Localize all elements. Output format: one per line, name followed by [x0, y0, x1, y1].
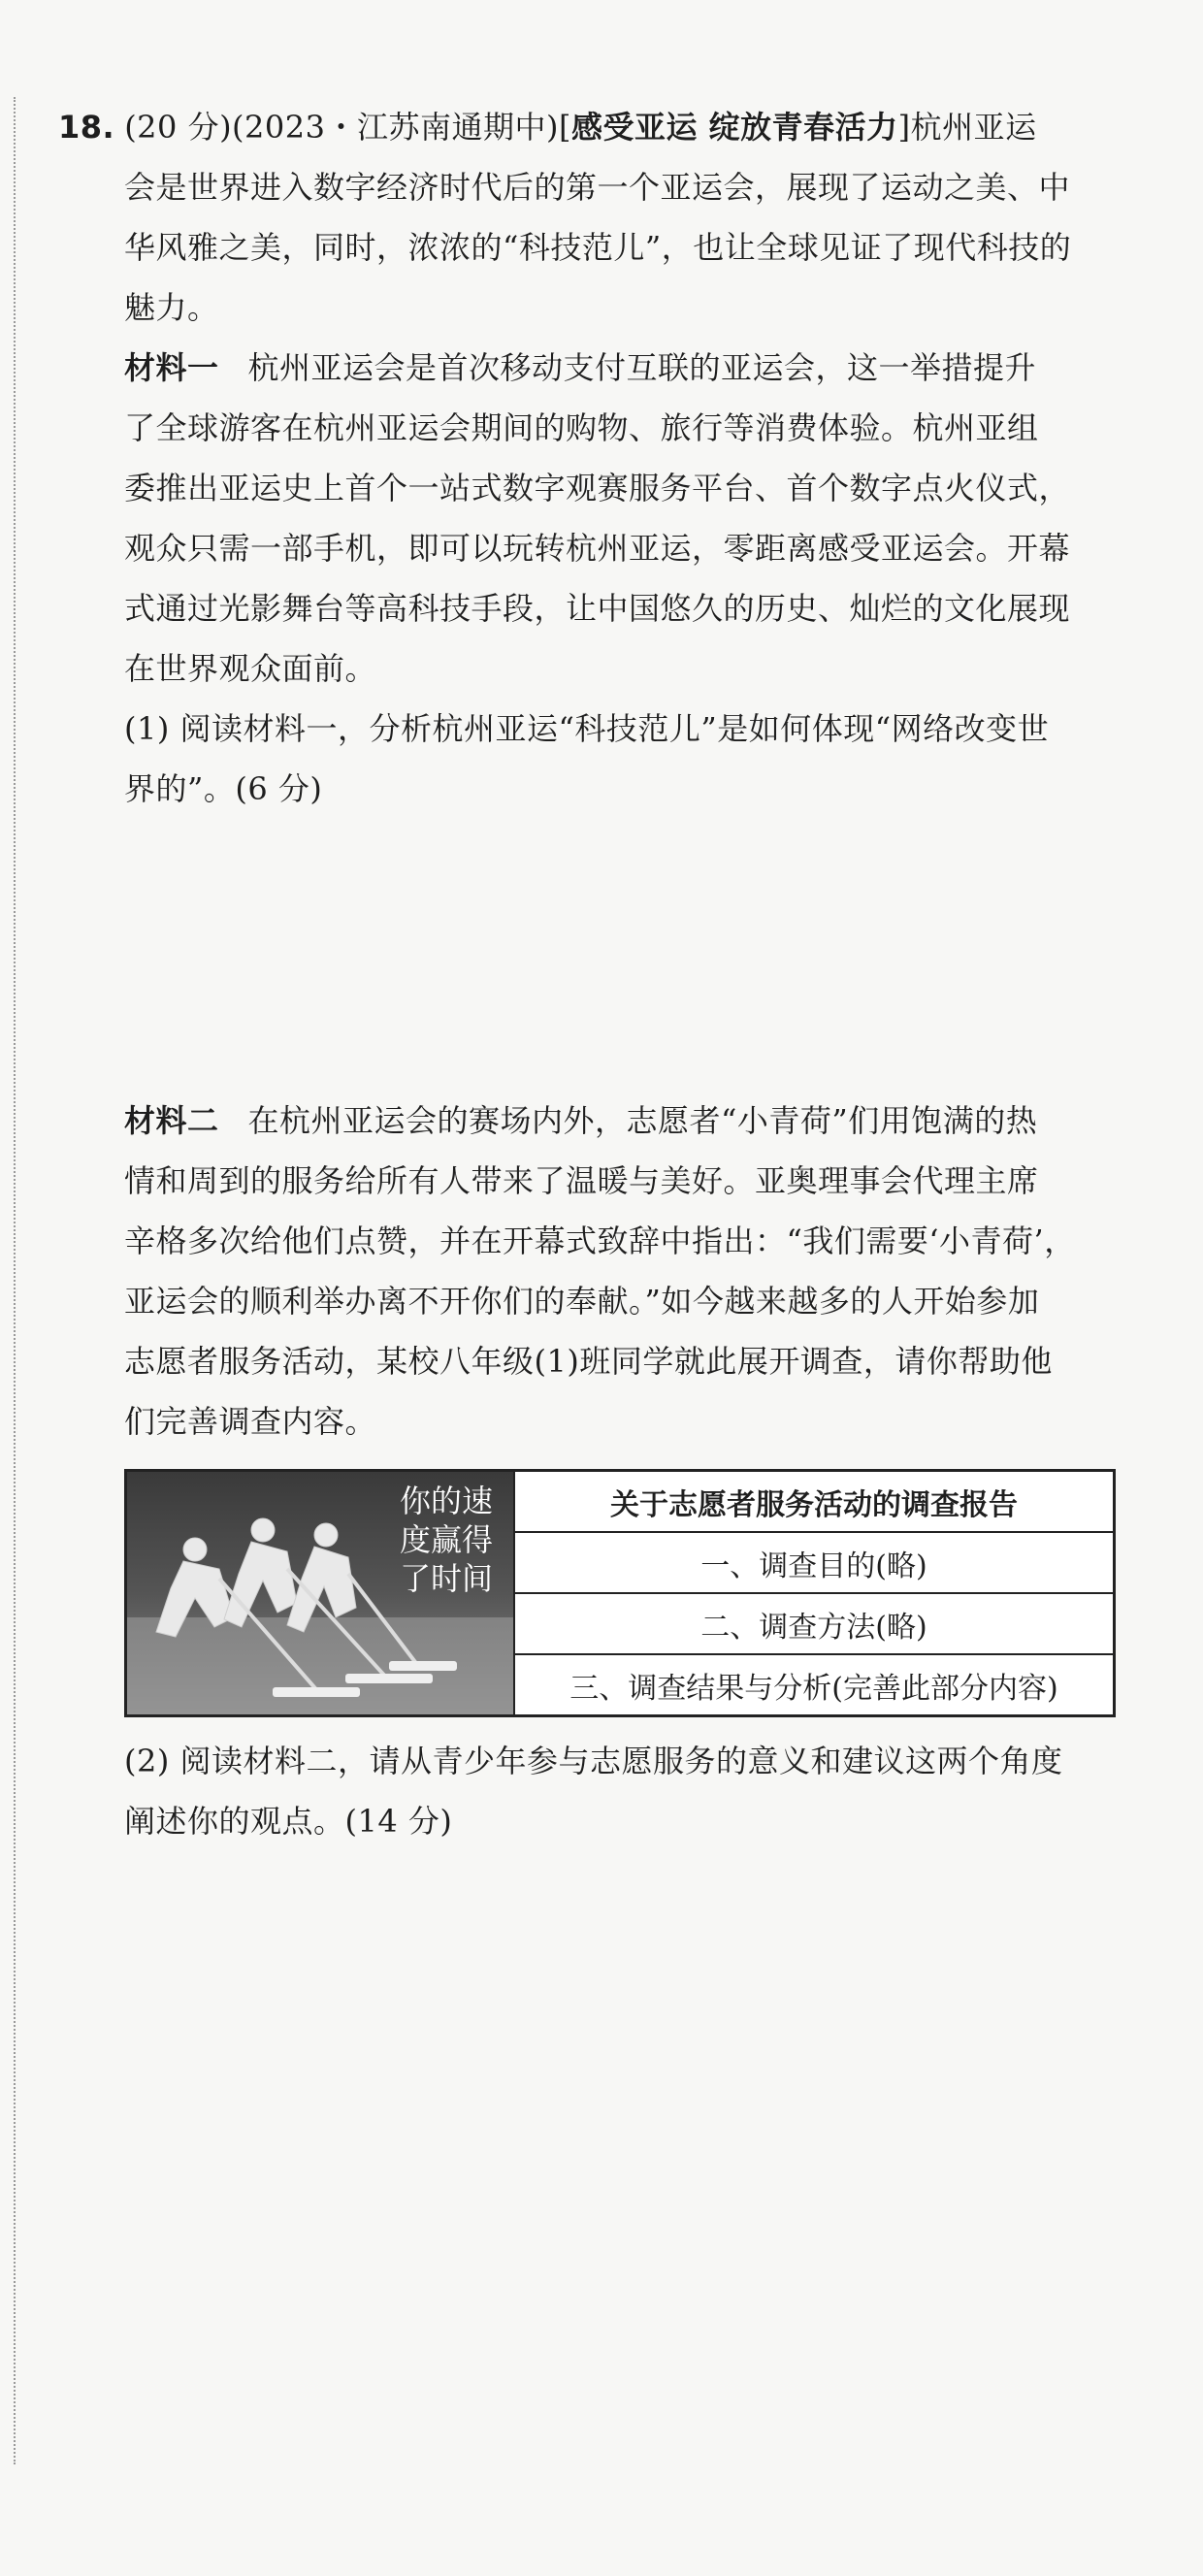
report-row-results-text: 三、调查结果与分析(完善此部分内容)	[569, 1671, 1058, 1706]
question-theme: 感受亚运 绽放青春活力	[570, 109, 898, 146]
material2-line-4: 亚运会的顺利举办离不开你们的奉献。”如今越来越多的人开始参加	[124, 1283, 1040, 1320]
material2-line-5: 志愿者服务活动，某校八年级(1)班同学就此展开调查，请你帮助他	[124, 1343, 1053, 1380]
survey-report	[515, 1472, 1113, 1714]
q1-line-2: 界的”。(6 分)	[124, 770, 323, 807]
q2-line-1: (2) 阅读材料二，请从青少年参与志愿服务的意义和建议这两个角度	[124, 1743, 1063, 1779]
spacer	[58, 1717, 1116, 1731]
material1-line-1	[58, 338, 1116, 398]
report-row-method	[515, 1594, 1113, 1655]
intro-line-4: 魅力。	[124, 289, 219, 326]
report-title: 关于志愿者服务活动的调查报告	[610, 1487, 1018, 1522]
material2-line-3: 辛格多次给他们点赞，并在开幕式致辞中指出：“我们需要‘小青荷’，	[124, 1223, 1076, 1259]
question-meta: (20 分)(2023・江苏南通期中)	[124, 109, 559, 146]
answer-space-q2[interactable]	[58, 1851, 1116, 2433]
photo-caption-line-2: 度赢得	[399, 1521, 493, 1558]
report-row-purpose	[515, 1533, 1113, 1594]
photo-caption	[389, 1482, 504, 1598]
volunteer-photo	[127, 1472, 515, 1714]
report-row-results	[515, 1655, 1113, 1714]
photo-caption-line-1: 你的速	[399, 1483, 493, 1519]
material1-line-3: 委推出亚运史上首个一站式数字观赛服务平台、首个数字点火仪式，	[124, 470, 1071, 506]
report-row-purpose-text: 一、调查目的(略)	[700, 1549, 927, 1583]
theme-bracket-open: [	[558, 109, 571, 146]
material1-line-4: 观众只需一部手机，即可以玩转杭州亚运，零距离感受亚运会。开幕	[124, 530, 1071, 567]
margin-dotted-rule	[14, 97, 16, 2464]
material1-text-1: 杭州亚运会是首次移动支付互联的亚运会，这一举措提升	[247, 349, 1037, 386]
material1-line-5: 式通过光影舞台等高科技手段，让中国悠久的历史、灿烂的文化展现	[124, 590, 1071, 627]
question-header	[58, 97, 1116, 157]
intro-line-1: 杭州亚运	[910, 109, 1037, 146]
theme-bracket-close: ]	[897, 109, 911, 146]
photo-caption-line-3: 了时间	[399, 1560, 493, 1597]
material2-text-1: 在杭州亚运会的赛场内外，志愿者“小青荷”们用饱满的热	[247, 1102, 1038, 1139]
answer-space-q1[interactable]	[58, 819, 1116, 1091]
material1-line-6: 在世界观众面前。	[124, 650, 377, 687]
report-title-row	[515, 1472, 1113, 1533]
material1-label: 材料一	[124, 349, 219, 386]
material2-line-1	[58, 1091, 1116, 1151]
question-number: 18.	[58, 109, 115, 146]
question-content	[58, 97, 1116, 2433]
intro-line-2: 会是世界进入数字经济时代后的第一个亚运会，展现了运动之美、中	[124, 169, 1071, 206]
material2-line-2: 情和周到的服务给所有人带来了温暖与美好。亚奥理事会代理主席	[124, 1162, 1039, 1199]
report-row-method-text: 二、调查方法(略)	[700, 1610, 927, 1645]
material1-line-2: 了全球游客在杭州亚运会期间的购物、旅行等消费体验。杭州亚组	[124, 409, 1039, 446]
survey-table	[124, 1469, 1116, 1717]
q1-line-1: (1) 阅读材料一，分析杭州亚运“科技范儿”是如何体现“网络改变世	[124, 710, 1050, 747]
q2-line-2: 阐述你的观点。(14 分)	[124, 1803, 453, 1840]
material2-label: 材料二	[124, 1102, 219, 1139]
intro-line-3: 华风雅之美，同时，浓浓的“科技范儿”，也让全球见证了现代科技的	[124, 229, 1072, 266]
material2-line-6: 们完善调查内容。	[124, 1403, 377, 1440]
